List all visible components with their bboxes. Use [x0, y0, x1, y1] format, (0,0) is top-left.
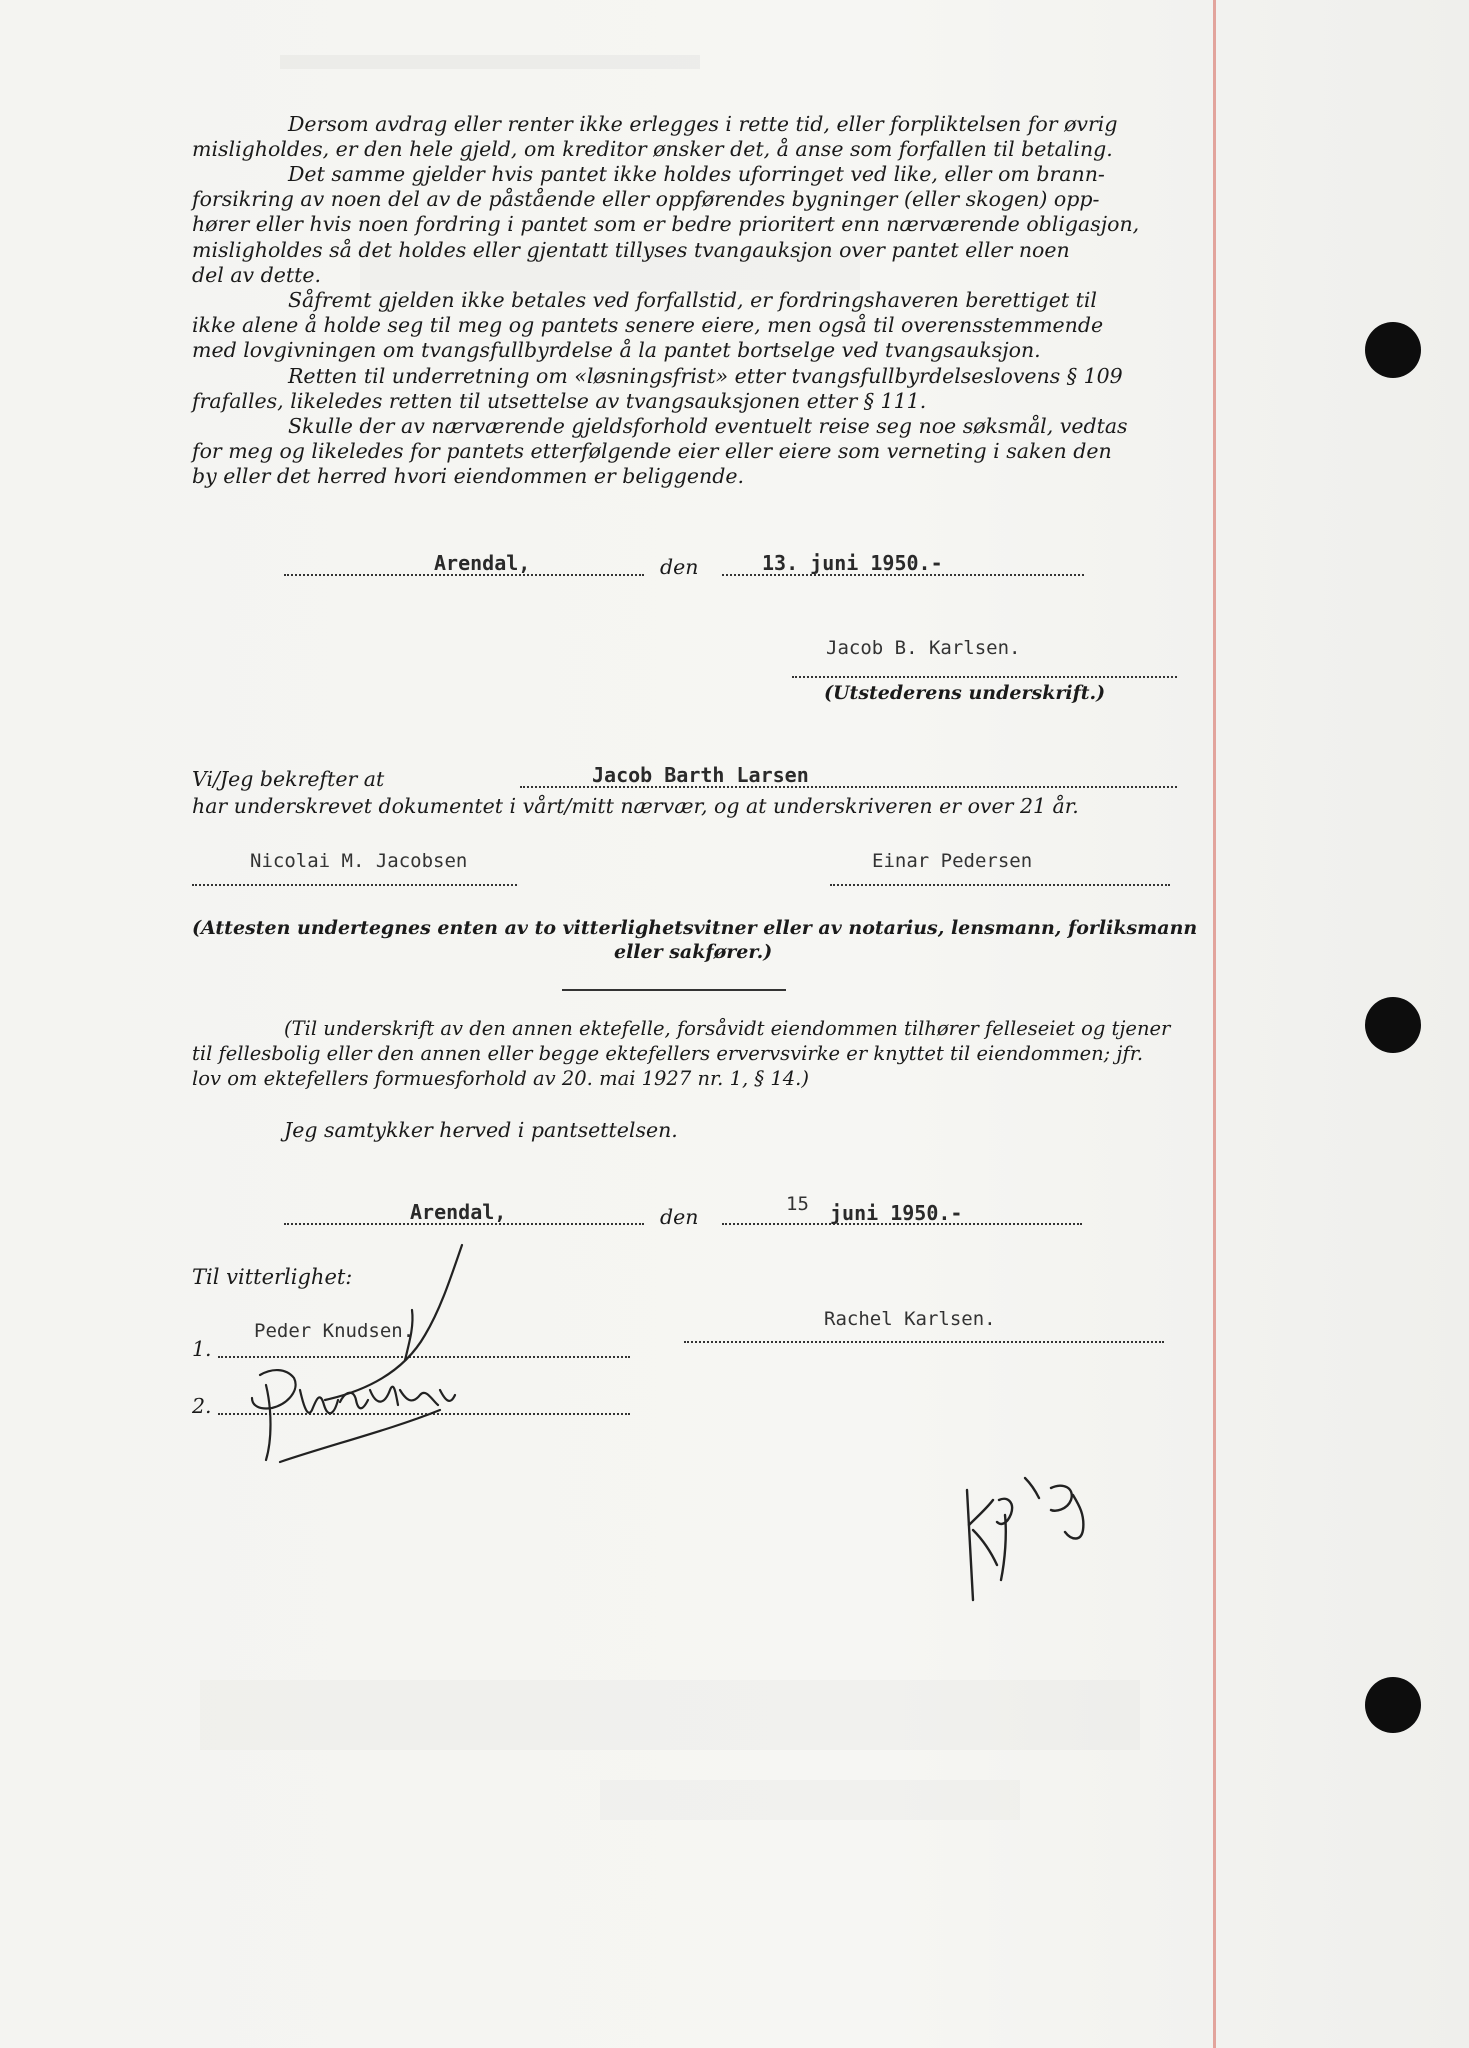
- text-line: ikke alene å holde seg til meg og pantets senere eiere, men også til overensstemmende: [192, 313, 1104, 338]
- punch-hole-bottom: [1365, 1677, 1421, 1733]
- text-line: misligholdes så det holdes eller gjentatt tillyses tvangauksjon over pantet eller noen: [192, 237, 1070, 262]
- witness-1-name: Peder Knudsen.: [254, 1320, 415, 1342]
- spouse-signature: Rachel Karlsen.: [824, 1308, 996, 1330]
- confirm-line2: har underskrevet dokumentet i vårt/mitt nærvær, og at underskriveren er over 21 år.: [192, 794, 1079, 818]
- red-margin-line: [1213, 0, 1216, 2048]
- consent-text: Jeg samtykker herved i pantsettelsen.: [284, 1118, 678, 1142]
- text-line: Retten til underretning om «løsningsfrist» etter tvangsfullbyrdelseslovens § 109: [288, 364, 1123, 388]
- spouse-note-line: (Til underskrift av den annen ektefelle, forsåvidt eiendommen tilhører felleseiet og tjener: [284, 1017, 1171, 1040]
- text-line: for meg og likeledes for pantets etterfølgende eier eller eiere som verneting i saken den: [192, 439, 1112, 464]
- paragraph-due-date: [192, 288, 1177, 364]
- text-line: del av dette.: [192, 262, 322, 287]
- text-line: Dersom avdrag eller renter ikke erlegges i rette tid, eller forpliktelsen for øvrig: [288, 112, 1118, 136]
- text-line: Skulle der av nærværende gjeldsforhold eventuelt reise seg noe søksmål, vedtas: [288, 414, 1128, 438]
- witness-right-dotted-line: [830, 884, 1170, 886]
- bleed-through-shadow: [280, 55, 700, 69]
- text-line: med lovgivningen om tvangsfullbyrdelse å la pantet bortselge ved tvangsauksjon.: [192, 338, 1041, 363]
- til-vitterlighet-label: Til vitterlighet:: [192, 1265, 353, 1289]
- issuer-signature: Jacob B. Karlsen.: [826, 637, 1021, 659]
- issuer-caption: (Utstederens underskrift.): [824, 682, 1106, 704]
- text-line: forsikring av noen del av de påstående eller oppførendes bygninger (eller skogen) opp-: [192, 187, 1100, 212]
- confirm-name: Jacob Barth Larsen: [592, 763, 809, 787]
- attest-note-line: (Attesten undertegnes enten av to vitterlighetsvitner eller av notarius, lensmann, forliksmann: [192, 917, 1198, 939]
- text-line: hører eller hvis noen fordring i pantet som er bedre prioritert enn nærværende obligasjon,: [192, 212, 1140, 237]
- witness-2-number: 2.: [192, 1394, 212, 1418]
- bleed-through-shadow: [360, 250, 860, 290]
- text-line: misligholdes, er den hele gjeld, om kreditor ønsker det, å anse som forfallen til betaling.: [192, 137, 1113, 162]
- punch-hole-middle: [1365, 997, 1421, 1053]
- den-label-2: den: [660, 1205, 699, 1229]
- place-value-2: Arendal,: [410, 1200, 507, 1224]
- confirm-prefix: Vi/Jeg bekrefter at: [192, 767, 385, 791]
- date-month-year: juni 1950.-: [830, 1201, 963, 1225]
- text-line: Såfremt gjelden ikke betales ved forfallstid, er fordringshaveren berettiget til: [288, 288, 1097, 312]
- attest-note-line: eller sakfører.): [614, 941, 773, 963]
- punch-hole-top: [1365, 322, 1421, 378]
- date-day: 15: [786, 1193, 809, 1215]
- witness-1-number: 1.: [192, 1337, 212, 1361]
- witness-right-name: Einar Pedersen: [872, 850, 1033, 872]
- bleed-through-shadow: [600, 1780, 1020, 1820]
- issuer-dotted-line: [792, 676, 1177, 678]
- paragraph-venue: [192, 414, 1177, 490]
- paragraph-notification: [192, 364, 1177, 414]
- witness-left-dotted-line: [192, 884, 517, 886]
- handwritten-signature-witness-2: [200, 1240, 580, 1470]
- text-line: by eller det herred hvori eiendommen er beliggende.: [192, 464, 745, 489]
- date-value: 13. juni 1950.-: [762, 551, 943, 575]
- den-label: den: [660, 555, 699, 579]
- spouse-dotted-line: [684, 1341, 1164, 1343]
- bleed-through-shadow: [200, 1680, 1140, 1750]
- handwritten-initials: [955, 1470, 1115, 1610]
- place-value: Arendal,: [434, 551, 531, 575]
- spouse-note-line: til fellesbolig eller den annen eller begge ektefellers ervervsvirke er knyttet til eiendommen; jfr.: [192, 1042, 1144, 1065]
- witness-left-name: Nicolai M. Jacobsen: [250, 850, 468, 872]
- text-line: Det samme gjelder hvis pantet ikke holdes uforringet ved like, eller om brann-: [288, 162, 1105, 186]
- text-line: frafalles, likeledes retten til utsettelse av tvangsauksjonen etter § 111.: [192, 389, 927, 414]
- separator-line: [562, 989, 786, 991]
- paragraph-default: [192, 112, 1177, 162]
- spouse-note-line: lov om ektefellers formuesforhold av 20. mai 1927 nr. 1, § 14.): [192, 1067, 809, 1090]
